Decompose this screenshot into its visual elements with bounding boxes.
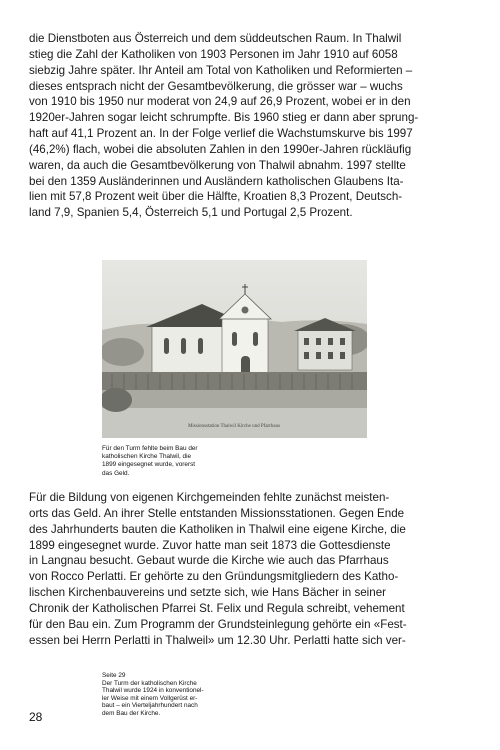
text-line: land 7,9, Spanien 5,4, Österreich 5,1 und Portugal 2,5 Prozent. [29, 206, 353, 220]
text-line: orts das Geld. An ihrer Stelle entstanden Missionsstationen. Gegen Ende [29, 506, 405, 520]
caption-line: Thalwil wurde 1924 in konventionel- [102, 687, 204, 695]
side-caption [102, 672, 252, 718]
church-photo [102, 260, 367, 438]
text-line: in Langnau besucht. Gebaut wurde die Kirche wie auch das Pfarrhaus [29, 554, 389, 568]
text-line: haft auf 41,1 Prozent an. In der Folge verlief die Wachstumskurve bis 1997 [29, 127, 413, 141]
text-line: lien mit 57,8 Prozent weit über die Hälfte, Kroatien 8,3 Prozent, Deutsch- [29, 190, 403, 204]
text-line: (46,2%) flach, wobei die absoluten Zahlen in den 1990er-Jahren rückläufig [29, 142, 412, 156]
text-line: des Jahrhunderts bauten die Katholiken in Thalwil eine eigene Kirche, die [29, 522, 406, 536]
body-paragraph-1 [29, 31, 471, 221]
text-line: von 1910 bis 1950 nur moderat von 24,9 auf 26,9 Prozent, wobei er in den [29, 95, 411, 109]
text-line: siebzig Jahre später. Ihr Anteil am Total von Katholiken und Reformierten – [29, 63, 413, 77]
text-line: 1920er-Jahren sogar leicht schrumpfte. Bis 1960 stieg er dann aber sprung- [29, 111, 419, 125]
text-line: dieses entsprach nicht der Gesamtbevölkerung, die grösser war – wuchs [29, 79, 403, 93]
text-line: essen bei Herrn Perlatti in Thalweil» um 12.30 Uhr. Perlatti hatte sich ver- [29, 633, 406, 647]
text-line: für den Bau ein. Zum Programm der Grundsteinlegung gehörte ein «Fest- [29, 617, 407, 631]
caption-line: Für den Turm fehlte beim Bau der [102, 445, 198, 452]
body-paragraph-2 [29, 490, 471, 648]
text-line: 1899 eingesegnet wurde. Zuvor hatte man seit 1873 die Gottesdienste [29, 538, 391, 552]
photo-inscription: Missionsstation Thalwil Kirche und Pfarrhaus [187, 424, 281, 429]
text-line: die Dienstboten aus Österreich und dem süddeutschen Raum. In Thalwil [29, 32, 402, 45]
text-line: Chronik der Katholischen Pfarrei St. Felix und Regula schreibt, vehement [29, 601, 405, 615]
text-line: bei den 1359 Ausländerinnen und Ausländern katholischen Glaubens Ita- [29, 174, 404, 188]
text-line: lischen Kirchenbauvereins und setzte sich, wie Hans Bächer in seiner [29, 586, 387, 600]
caption-line: 1899 eingesegnet wurde, vorerst [102, 461, 196, 469]
caption-line: ler Weise mit einem Vollgerüst er- [102, 694, 198, 702]
caption-line: Der Turm der katholischen Kirche [102, 679, 197, 687]
caption-line: baut – ein Vierteljahrhundert nach [102, 702, 198, 710]
text-line: waren, da auch die Gesamtbevölkerung von Thalwil abnahm. 1997 stellte [29, 158, 406, 172]
caption-line: Seite 29 [102, 672, 126, 679]
caption-line: dem Bau der Kirche. [102, 709, 161, 717]
text-line: stieg die Zahl der Katholiken von 1903 Personen im Jahr 1910 auf 6058 [29, 47, 398, 61]
text-line: von Rocco Perlatti. Er gehörte zu den Gründungsmitgliedern des Katho- [29, 570, 399, 584]
text-line: Für die Bildung von eigenen Kirchgemeinden fehlte zunächst meisten- [29, 491, 390, 504]
caption-line: das Geld. [102, 469, 130, 477]
church-photo-illustration [102, 260, 367, 438]
page-number: 28 [29, 710, 43, 724]
caption-line: katholischen Kirche Thalwil, die [102, 453, 192, 461]
photo-caption [102, 445, 252, 478]
